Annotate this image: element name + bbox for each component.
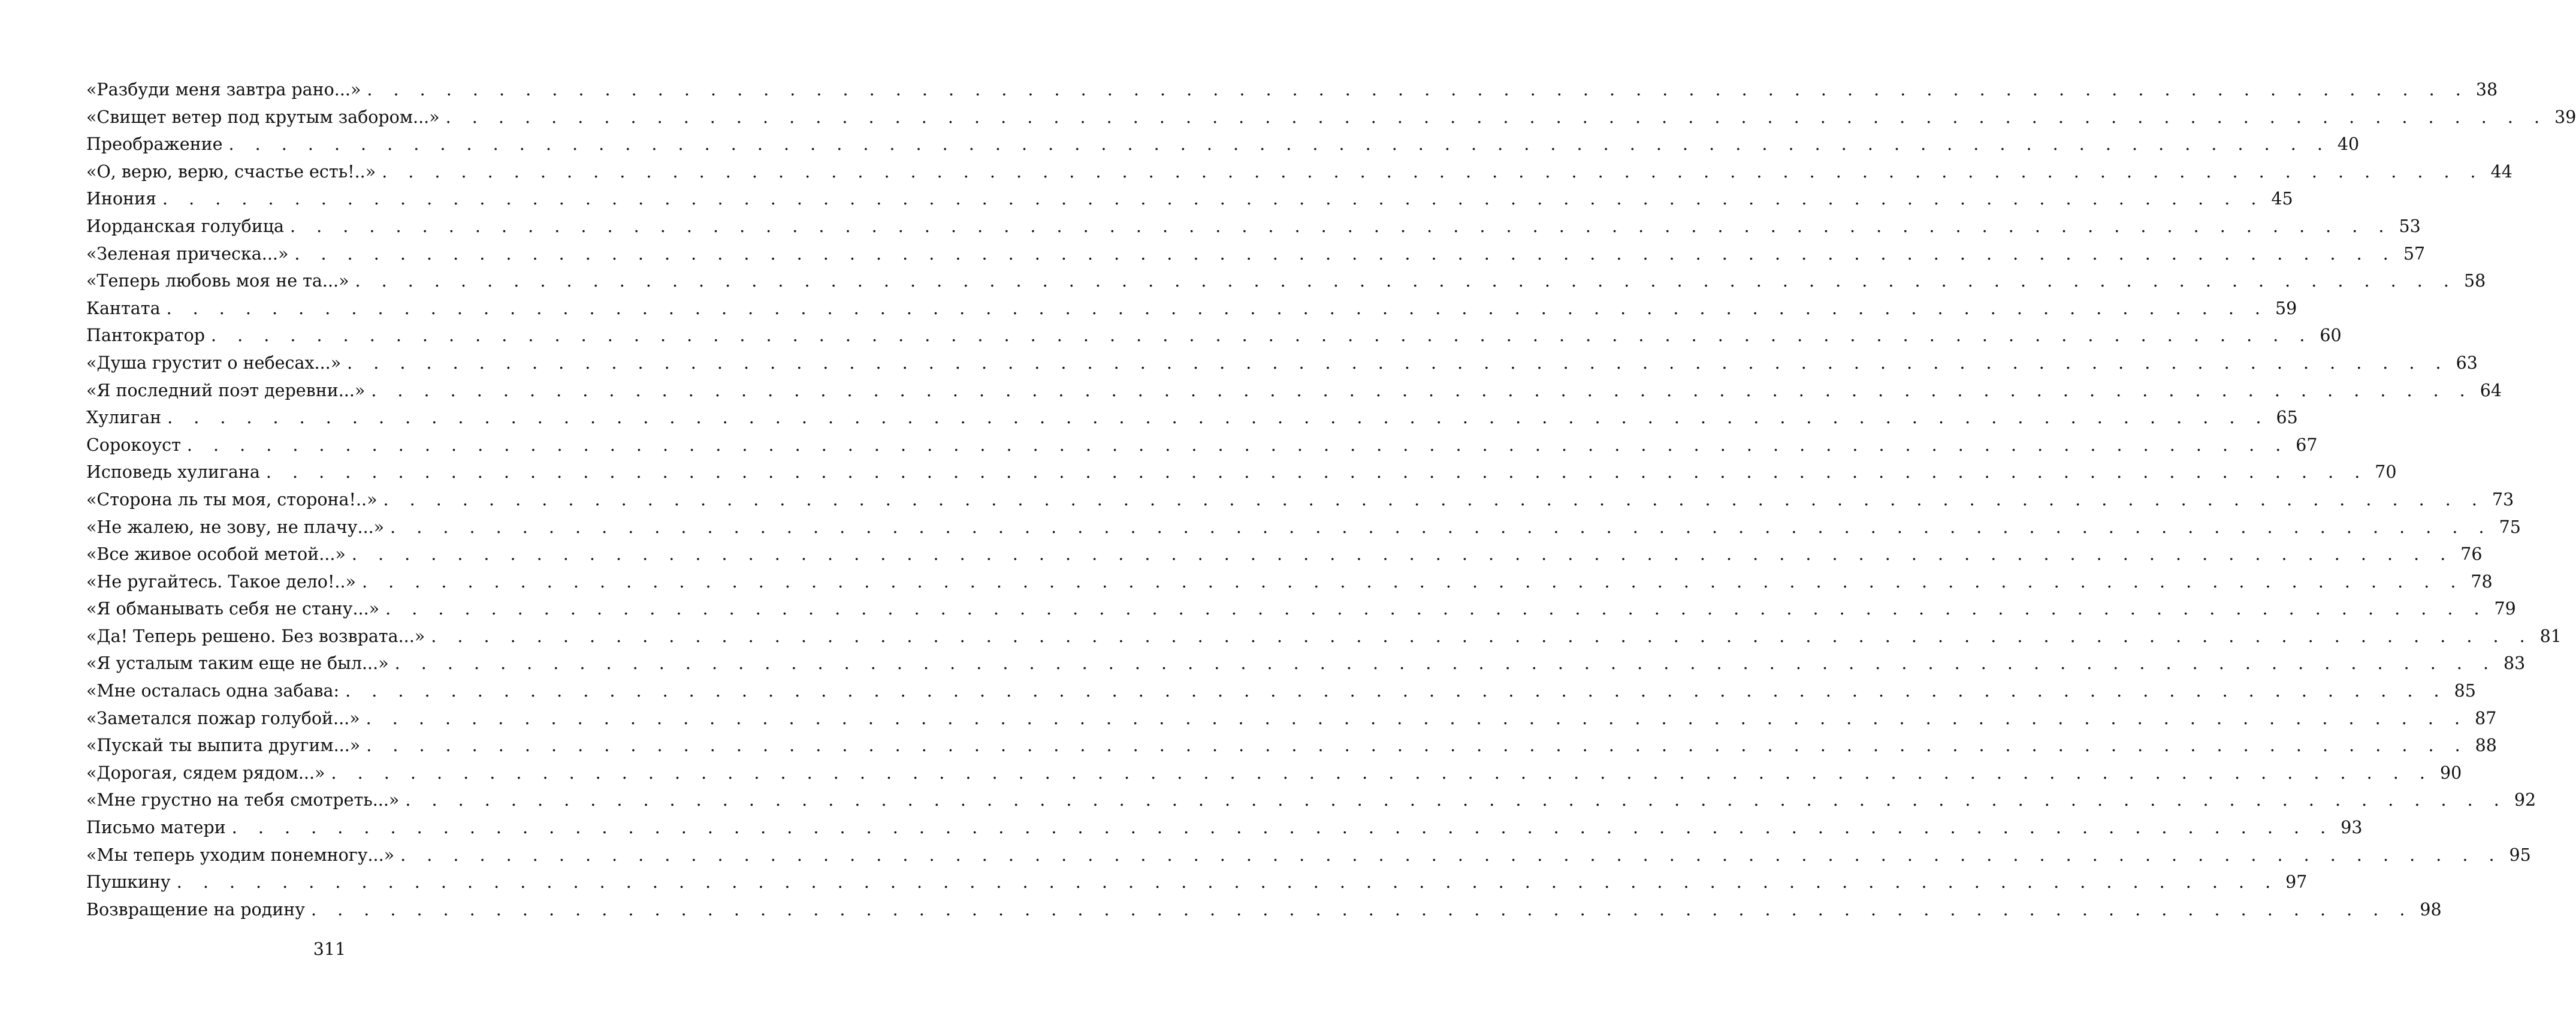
toc-entry-page: 85 [2454, 681, 2476, 701]
dot-leader: . . . . . . . . . . . . . . . . . . . . . . . . . . . . . . . . . . . . . . . . . . . . . . . . . . . . . . . . . . . . . . . . . . . . . . . . . . . . . . . . [383, 489, 2485, 510]
toc-entry [86, 459, 2397, 486]
toc-entry [86, 240, 2426, 268]
toc-entry-title: Пантократор [86, 325, 205, 346]
dot-leader: . . . . . . . . . . . . . . . . . . . . . . . . . . . . . . . . . . . . . . . . . . . . . . . . . . . . . . . . . . . . . . . . . . . . . . . . . . . . . . . . [394, 653, 2497, 674]
dot-leader: . . . . . . . . . . . . . . . . . . . . . . . . . . . . . . . . . . . . . . . . . . . . . . . . . . . . . . . . . . . . . . . . . . . . . . . . . . . . . . . . [228, 134, 2330, 155]
dot-leader: . . . . . . . . . . . . . . . . . . . . . . . . . . . . . . . . . . . . . . . . . . . . . . . . . . . . . . . . . . . . . . . . . . . . . . . . . . . . . . . . [186, 435, 2289, 455]
toc-entry [86, 650, 2526, 677]
dot-leader: . . . . . . . . . . . . . . . . . . . . . . . . . . . . . . . . . . . . . . . . . . . . . . . . . . . . . . . . . . . . . . . . . . . . . . . . . . . . . . . . [366, 735, 2468, 756]
toc-entry-title: «Теперь любовь моя не та...» [86, 271, 349, 291]
toc-entry-title: Хулиган [86, 408, 162, 428]
dot-leader: . . . . . . . . . . . . . . . . . . . . . . . . . . . . . . . . . . . . . . . . . . . . . . . . . . . . . . . . . . . . . . . . . . . . . . . . . . . . . . . . [367, 80, 2469, 100]
toc-entry-title: Пушкину [86, 872, 171, 893]
toc-entry-title: Сорокоуст [86, 435, 181, 455]
toc-entry-title: Кантата [86, 298, 161, 318]
toc-entry-title: «Пускай ты выпита другим...» [86, 735, 361, 756]
toc-entry-title: «Сторона ль ты моя, сторона!..» [86, 489, 378, 510]
toc-entry [86, 486, 2514, 514]
toc-entry-page: 95 [2509, 845, 2531, 865]
toc-entry-page: 87 [2475, 708, 2497, 728]
dot-leader: . . . . . . . . . . . . . . . . . . . . . . . . . . . . . . . . . . . . . . . . . . . . . . . . . . . . . . . . . . . . . . . . . . . . . . . . . . . . . . . . [405, 790, 2507, 810]
dot-leader: . . . . . . . . . . . . . . . . . . . . . . . . . . . . . . . . . . . . . . . . . . . . . . . . . . . . . . . . . . . . . . . . . . . . . . . . . . . . . . . . [445, 107, 2548, 127]
toc-entry-title: «Мне грустно на тебя смотреть...» [86, 790, 400, 810]
toc-entry-page: 45 [2271, 189, 2293, 209]
toc-entry [86, 131, 2360, 158]
dot-leader: . . . . . . . . . . . . . . . . . . . . . . . . . . . . . . . . . . . . . . . . . . . . . . . . . . . . . . . . . . . . . . . . . . . . . . . . . . . . . . . . [385, 599, 2487, 619]
toc-entry [86, 377, 2502, 405]
toc-entry-title: «Заметался пожар голубой...» [86, 708, 360, 728]
toc-entry-page: 65 [2276, 408, 2298, 428]
toc-entry-page: 73 [2492, 489, 2514, 510]
toc-entry-page: 90 [2439, 762, 2462, 783]
toc-entry [86, 514, 2521, 541]
toc-entry [86, 158, 2512, 186]
toc-entry [86, 896, 2442, 924]
toc-entry-page: 93 [2341, 818, 2363, 838]
dot-leader: . . . . . . . . . . . . . . . . . . . . . . . . . . . . . . . . . . . . . . . . . . . . . . . . . . . . . . . . . . . . . . . . . . . . . . . . . . . . . . . . [210, 325, 2313, 346]
toc-entry [86, 541, 2483, 568]
toc-entry [86, 869, 2308, 896]
toc-entry-page: 59 [2275, 298, 2297, 318]
toc-entry [86, 213, 2421, 240]
toc-entry [86, 595, 2516, 623]
toc-entry-title: Исповедь хулигана [86, 462, 260, 483]
toc-entry-title: «Зеленая прическа...» [86, 243, 289, 264]
toc-entry [86, 732, 2497, 759]
toc-entry-page: 88 [2475, 735, 2497, 756]
toc-entry-title: Возвращение на родину [86, 899, 305, 920]
dot-leader: . . . . . . . . . . . . . . . . . . . . . . . . . . . . . . . . . . . . . . . . . . . . . . . . . . . . . . . . . . . . . . . . . . . . . . . . . . . . . . . . [231, 818, 2334, 838]
dot-leader: . . . . . . . . . . . . . . . . . . . . . . . . . . . . . . . . . . . . . . . . . . . . . . . . . . . . . . . . . . . . . . . . . . . . . . . . . . . . . . . . [290, 216, 2392, 236]
toc-entry-title: «Все живое особой метой...» [86, 544, 346, 565]
toc-entry [86, 322, 2342, 349]
dot-leader: . . . . . . . . . . . . . . . . . . . . . . . . . . . . . . . . . . . . . . . . . . . . . . . . . . . . . . . . . . . . . . . . . . . . . . . . . . . . . . . . [331, 762, 2433, 783]
toc-entry-page: 44 [2490, 161, 2512, 182]
dot-leader: . . . . . . . . . . . . . . . . . . . . . . . . . . . . . . . . . . . . . . . . . . . . . . . . . . . . . . . . . . . . . . . . . . . . . . . . . . . . . . . . [294, 243, 2396, 264]
toc-entry-title: Иорданская голубица [86, 216, 285, 236]
toc-entry-title: «Мне осталась одна забава: [86, 681, 340, 701]
toc-entry-title: «Свищет ветер под крутым забором...» [86, 107, 440, 127]
toc-entry-title: «Не ругайтесь. Такое дело!..» [86, 571, 356, 592]
table-of-contents [86, 76, 2576, 923]
toc-entry [86, 814, 2363, 842]
toc-entry [86, 623, 2562, 650]
dot-leader: . . . . . . . . . . . . . . . . . . . . . . . . . . . . . . . . . . . . . . . . . . . . . . . . . . . . . . . . . . . . . . . . . . . . . . . . . . . . . . . . [345, 681, 2447, 701]
toc-entry [86, 705, 2497, 732]
dot-leader: . . . . . . . . . . . . . . . . . . . . . . . . . . . . . . . . . . . . . . . . . . . . . . . . . . . . . . . . . . . . . . . . . . . . . . . . . . . . . . . . [351, 544, 2454, 565]
page-number: 311 [313, 939, 346, 959]
dot-leader: . . . . . . . . . . . . . . . . . . . . . . . . . . . . . . . . . . . . . . . . . . . . . . . . . . . . . . . . . . . . . . . . . . . . . . . . . . . . . . . . [162, 189, 2264, 209]
toc-entry [86, 432, 2318, 459]
toc-entry [86, 267, 2486, 295]
toc-entry [86, 185, 2293, 213]
toc-entry-page: 58 [2463, 271, 2486, 291]
dot-leader: . . . . . . . . . . . . . . . . . . . . . . . . . . . . . . . . . . . . . . . . . . . . . . . . . . . . . . . . . . . . . . . . . . . . . . . . . . . . . . . . [347, 352, 2449, 373]
toc-entry-page: 38 [2475, 80, 2498, 100]
toc-entry-page: 64 [2480, 380, 2502, 400]
dot-leader: . . . . . . . . . . . . . . . . . . . . . . . . . . . . . . . . . . . . . . . . . . . . . . . . . . . . . . . . . . . . . . . . . . . . . . . . . . . . . . . . [390, 517, 2492, 537]
toc-entry-page: 53 [2399, 216, 2421, 236]
toc-entry [86, 404, 2298, 432]
toc-entry-page: 79 [2494, 599, 2516, 619]
toc-entry-page: 78 [2471, 571, 2493, 592]
dot-leader: . . . . . . . . . . . . . . . . . . . . . . . . . . . . . . . . . . . . . . . . . . . . . . . . . . . . . . . . . . . . . . . . . . . . . . . . . . . . . . . . [366, 708, 2468, 728]
toc-entry-title: «Мы теперь уходим понемногу...» [86, 845, 395, 865]
dot-leader: . . . . . . . . . . . . . . . . . . . . . . . . . . . . . . . . . . . . . . . . . . . . . . . . . . . . . . . . . . . . . . . . . . . . . . . . . . . . . . . . [310, 899, 2413, 920]
toc-entry-page: 67 [2296, 435, 2318, 455]
toc-entry-page: 76 [2460, 544, 2483, 565]
toc-entry-title: «Да! Теперь решено. Без возврата...» [86, 626, 425, 646]
dot-leader: . . . . . . . . . . . . . . . . . . . . . . . . . . . . . . . . . . . . . . . . . . . . . . . . . . . . . . . . . . . . . . . . . . . . . . . . . . . . . . . . [166, 298, 2268, 318]
toc-entry-title: «Я усталым таким еще не был...» [86, 653, 389, 674]
toc-entry-page: 98 [2420, 899, 2442, 920]
toc-entry-title: «О, верю, верю, счастье есть!..» [86, 161, 376, 182]
toc-entry [86, 295, 2297, 322]
dot-leader: . . . . . . . . . . . . . . . . . . . . . . . . . . . . . . . . . . . . . . . . . . . . . . . . . . . . . . . . . . . . . . . . . . . . . . . . . . . . . . . . [382, 161, 2484, 182]
toc-entry-title: Преображение [86, 134, 223, 155]
toc-entry-title: Письмо матери [86, 818, 226, 838]
toc-entry-page: 40 [2337, 134, 2360, 155]
toc-entry-title: «Разбуди меня завтра рано...» [86, 80, 361, 100]
toc-entry-page: 97 [2285, 872, 2308, 893]
toc-entry-title: «Дорогая, сядем рядом...» [86, 762, 325, 783]
dot-leader: . . . . . . . . . . . . . . . . . . . . . . . . . . . . . . . . . . . . . . . . . . . . . . . . . . . . . . . . . . . . . . . . . . . . . . . . . . . . . . . . [355, 271, 2457, 291]
toc-entry [86, 677, 2476, 705]
toc-entry-page: 83 [2503, 653, 2526, 674]
toc-entry [86, 349, 2478, 377]
dot-leader: . . . . . . . . . . . . . . . . . . . . . . . . . . . . . . . . . . . . . . . . . . . . . . . . . . . . . . . . . . . . . . . . . . . . . . . . . . . . . . . . [361, 571, 2464, 592]
toc-entry [86, 786, 2536, 814]
toc-entry [86, 568, 2493, 596]
toc-entry-page: 39 [2554, 107, 2576, 127]
toc-entry [86, 842, 2531, 869]
toc-entry-page: 63 [2456, 352, 2478, 373]
toc-entry-title: «Душа грустит о небесах...» [86, 352, 342, 373]
toc-entry-title: «Я последний поэт деревни...» [86, 380, 366, 400]
toc-entry-page: 81 [2539, 626, 2562, 646]
toc-entry-title: «Не жалею, не зову, не плачу...» [86, 517, 385, 537]
dot-leader: . . . . . . . . . . . . . . . . . . . . . . . . . . . . . . . . . . . . . . . . . . . . . . . . . . . . . . . . . . . . . . . . . . . . . . . . . . . . . . . . [265, 462, 2368, 483]
toc-entry [86, 104, 2576, 131]
toc-entry [86, 759, 2462, 787]
toc-entry-title: Инония [86, 189, 156, 209]
toc-entry-page: 92 [2514, 790, 2536, 810]
dot-leader: . . . . . . . . . . . . . . . . . . . . . . . . . . . . . . . . . . . . . . . . . . . . . . . . . . . . . . . . . . . . . . . . . . . . . . . . . . . . . . . . [176, 872, 2279, 893]
toc-entry [86, 76, 2498, 104]
toc-entry-page: 70 [2375, 462, 2397, 483]
toc-entry-page: 75 [2499, 517, 2521, 537]
dot-leader: . . . . . . . . . . . . . . . . . . . . . . . . . . . . . . . . . . . . . . . . . . . . . . . . . . . . . . . . . . . . . . . . . . . . . . . . . . . . . . . . [431, 626, 2533, 646]
toc-entry-page: 60 [2320, 325, 2342, 346]
dot-leader: . . . . . . . . . . . . . . . . . . . . . . . . . . . . . . . . . . . . . . . . . . . . . . . . . . . . . . . . . . . . . . . . . . . . . . . . . . . . . . . . [167, 408, 2269, 428]
dot-leader: . . . . . . . . . . . . . . . . . . . . . . . . . . . . . . . . . . . . . . . . . . . . . . . . . . . . . . . . . . . . . . . . . . . . . . . . . . . . . . . . [400, 845, 2502, 865]
toc-entry-title: «Я обманывать себя не стану...» [86, 599, 380, 619]
dot-leader: . . . . . . . . . . . . . . . . . . . . . . . . . . . . . . . . . . . . . . . . . . . . . . . . . . . . . . . . . . . . . . . . . . . . . . . . . . . . . . . . [371, 380, 2473, 400]
toc-entry-page: 57 [2403, 243, 2426, 264]
